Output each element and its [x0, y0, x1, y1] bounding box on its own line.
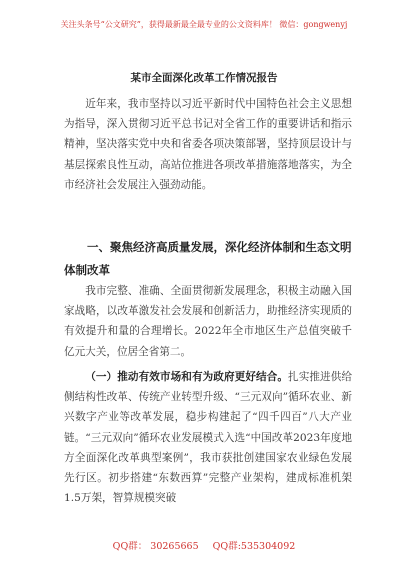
subsection-1-paragraph	[64, 367, 352, 508]
qq-group-2: QQ群:535304092	[212, 541, 296, 552]
section-heading-1: 一、聚焦经济高质量发展，深化经济体制和生态文明体制改革	[64, 240, 352, 277]
subsection-1-body: 扎实推进供给侧结构性改革、传统产业转型升级、“三元双向”循环农业、新兴数字产业等改革发展，稳步构建起了“四千四百”八大产业链。“三元双向”循环农业发展模式入选“中国改革2023年度地方全面深化改革典型案例”，我市获批创建国家农业绿色发展先行区。初步搭建“东数西算”完整产业架构，建成标准机架1.5万架，智算规模突破	[64, 371, 353, 505]
header-promo-banner: 关注头条号“公文研究”，获得最新最全最专业的公文资料库！ 微信：gongwenyj	[60, 20, 348, 29]
subsection-heading-1: （一）推动有效市场和有为政府更好结合。	[85, 371, 289, 383]
footer-qq-banner	[0, 538, 408, 552]
section-1-paragraph: 我市完整、准确、全面贯彻新发展理念，积极主动融入国家战略，以改革激发社会发展和创新活力，助推经济实现质的有效提升和量的合理增长。2022年全市地区生产总值突破千亿元大关，位居全省第二。	[64, 285, 352, 358]
document-title: 某市全面深化改革工作情况报告	[130, 72, 278, 84]
intro-paragraph: 近年来，我市坚持以习近平新时代中国特色社会主义思想为指导，深入贯彻习近平总书记对全省工作的重要讲话和指示精神，坚决落实党中央和省委各项决策部署，坚持顶层设计与基层探索良性互动，高站位推进各项改革措施落地落实，为全市经济社会发展注入强劲动能。	[64, 98, 352, 191]
qq-group-1: QQ群： 30265665	[112, 541, 199, 552]
